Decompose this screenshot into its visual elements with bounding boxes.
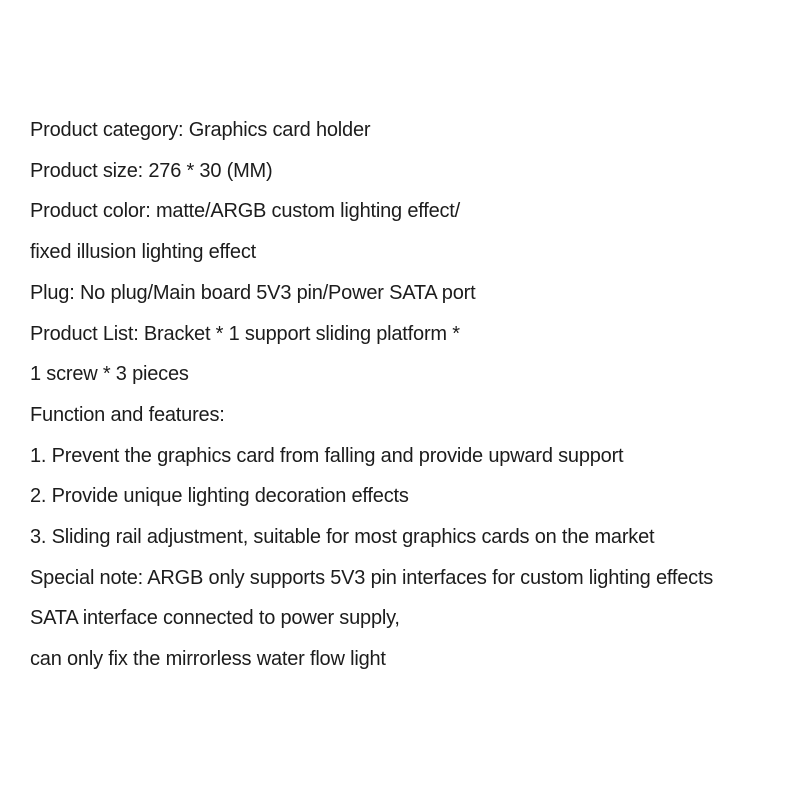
special-note-line-end: can only fix the mirrorless water flow light	[30, 648, 386, 671]
product-description-text	[30, 110, 795, 680]
plug-line: Plug: No plug/Main board 5V3 pin/Power SATA port	[30, 281, 476, 304]
product-size-line: Product size: 276 * 30 (MM)	[30, 159, 273, 182]
product-category-line: Product category: Graphics card holder	[30, 119, 371, 141]
function-features-heading: Function and features:	[30, 403, 225, 426]
feature-item-1: 1. Prevent the graphics card from falling and provide upward support	[30, 444, 624, 467]
product-list-line-continued: 1 screw * 3 pieces	[30, 363, 189, 386]
product-color-line: Product color: matte/ARGB custom lighting effect/	[30, 200, 461, 223]
feature-item-3: 3. Sliding rail adjustment, suitable for most graphics cards on the market	[30, 526, 655, 549]
special-note-line-continued: SATA interface connected to power supply,	[30, 607, 400, 630]
special-note-line: Special note: ARGB only supports 5V3 pin interfaces for custom lighting effects	[30, 566, 714, 589]
product-list-line: Product List: Bracket * 1 support sliding platform *	[30, 322, 460, 345]
product-color-line-continued: fixed illusion lighting effect	[30, 241, 256, 264]
feature-item-2: 2. Provide unique lighting decoration effects	[30, 485, 409, 508]
